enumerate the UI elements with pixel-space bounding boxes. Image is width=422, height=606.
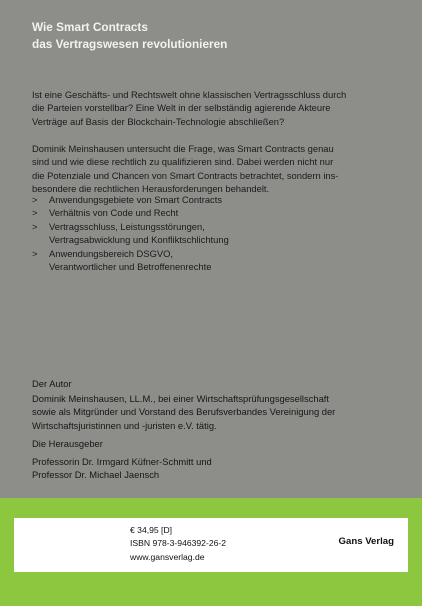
list-item-text: Anwendungsgebiete von Smart Contracts: [49, 194, 223, 205]
title-line: das Vertragswesen revolutionieren: [32, 37, 228, 51]
author-line: Wirtschaftsjuristinnen und -juristen e.V. tätig.: [32, 419, 217, 431]
list-item: [32, 193, 394, 206]
description-line: sind und wie diese rechtlich zu qualifizieren sind. Dabei werden nicht nur: [32, 156, 334, 168]
price: € 34,95 [D]: [130, 525, 173, 535]
author-line: Dominik Meinshausen, LL.M., bei einer Wirtschaftsprüfungsgesellschaft: [32, 393, 330, 404]
author-heading: Der Autor: [32, 378, 72, 389]
list-item: [32, 220, 394, 247]
editor-line: Professor Dr. Michael Jaensch: [32, 469, 160, 481]
topic-list: [32, 193, 394, 273]
description-line: die Potenziale und Chancen von Smart Contracts betrachtet, sondern ins-: [32, 169, 339, 181]
bullet-marker: >: [32, 220, 38, 232]
author-line: sowie als Mitgründer und Vorstand des Berufsverbandes Vereinigung der: [32, 406, 336, 418]
isbn: ISBN 978-3-946392-26-2: [130, 538, 227, 549]
title-line: Wie Smart Contracts: [32, 20, 148, 34]
publisher-website: www.gansverlag.de: [130, 551, 205, 562]
description-line: Dominik Meinshausen untersucht die Frage, was Smart Contracts genau: [32, 143, 334, 154]
list-item: [32, 247, 394, 274]
intro-line: Ist eine Geschäfts- und Rechtswelt ohne klassischen Vertragsschluss durch: [32, 89, 347, 100]
list-item: [32, 206, 394, 219]
list-item-text: Vertragsabwicklung und Konfliktschlichtung: [49, 234, 229, 246]
editor-line: Professorin Dr. Irmgard Küfner-Schmitt und: [32, 456, 212, 467]
editors-heading: Die Herausgeber: [32, 438, 103, 449]
list-item-text: Anwendungsbereich DSGVO,: [49, 247, 174, 259]
publication-details: [130, 524, 226, 564]
bullet-marker: >: [32, 207, 38, 219]
bullet-marker: >: [32, 247, 38, 259]
bullet-marker: >: [32, 194, 38, 205]
barcode-area: [18, 522, 130, 568]
book-title: [32, 19, 227, 53]
list-item-text: Verantwortlicher und Betroffenenrechte: [49, 261, 212, 273]
list-item-text: Verhältnis von Code und Recht: [49, 207, 179, 219]
publisher-name: Gans Verlag: [338, 536, 394, 547]
editors-names: [32, 455, 212, 482]
publication-info-box: [14, 518, 408, 572]
description-line: besondere die rechtlichen Herausforderungen behandelt.: [32, 183, 270, 195]
intro-line: die Parteien vorstellbar? Eine Welt in der selbständig agierende Akteure: [32, 102, 331, 114]
list-item-text: Vertragsschluss, Leistungsstörungen,: [49, 220, 205, 232]
description-paragraph: [32, 142, 394, 196]
intro-line: Verträge auf Basis der Blockchain-Technologie abschließen?: [32, 115, 285, 127]
intro-paragraph: [32, 88, 394, 128]
author-bio: [32, 392, 394, 432]
